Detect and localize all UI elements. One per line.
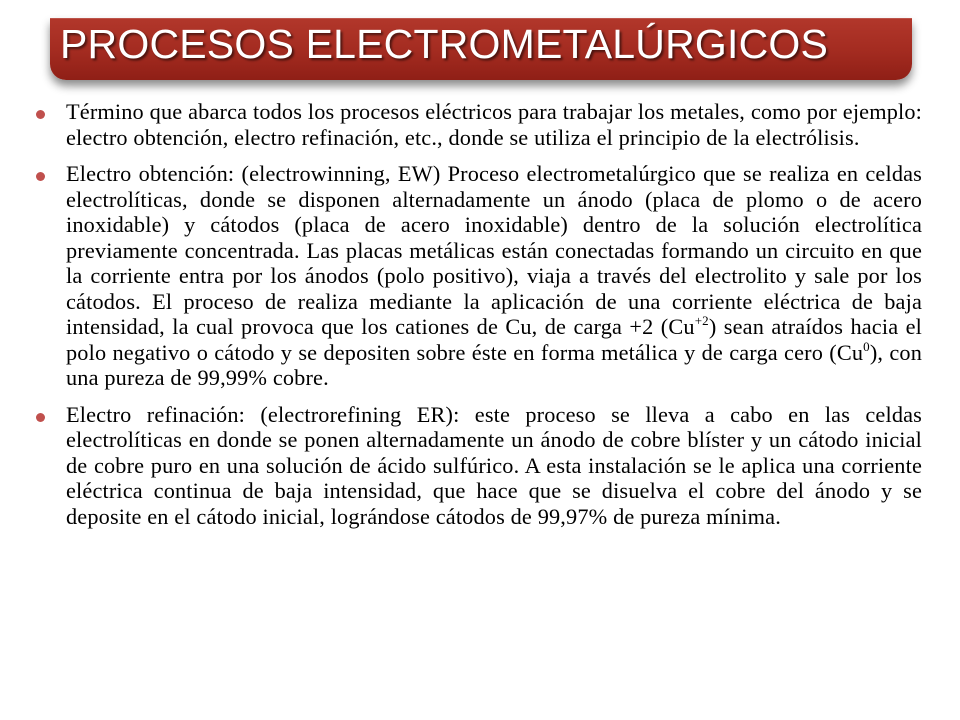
bullet-item-definition <box>34 99 922 150</box>
copper-ion-symbol: Cu <box>668 314 695 339</box>
electrowinning-text-part-3: ), con una pureza de 99,99% cobre. <box>66 339 922 390</box>
bullet-dot-icon <box>36 110 45 119</box>
bullet-item-electrowinning <box>34 161 922 391</box>
bullet-text-definition: Término que abarca todos los procesos eléctricos para trabajar los metales, como por ejemplo: electro obtención, electro refinación, etc., donde se utiliza el principio de la electrólisis. <box>66 99 922 150</box>
bullet-text-electrowinning <box>66 161 922 391</box>
bullet-dot-icon <box>36 413 45 422</box>
copper-metal-charge: 0 <box>863 338 870 354</box>
bullet-list <box>34 99 922 540</box>
bullet-item-electrorefining <box>34 402 922 530</box>
copper-ion-formula <box>668 314 708 339</box>
bullet-text-electrorefining: Electro refinación: (electrorefining ER): este proceso se lleva a cabo en las celdas electrolíticas en donde se ponen alternadamente un ánodo de cobre blíster y un cátodo inicial de cobre puro en una solución de ácido sulfúrico. A esta instalación se le aplica una corriente eléctrica continua de baja intensidad, que hace que se disuelva el cobre del ánodo y se deposite en el cátodo inicial, lográndose cátodos de 99,97% de pureza mínima. <box>66 401 922 529</box>
copper-metal-formula <box>837 340 870 365</box>
copper-metal-symbol: Cu <box>836 339 864 365</box>
slide-title: PROCESOS ELECTROMETALÚRGICOS <box>60 21 829 67</box>
copper-ion-charge: +2 <box>694 313 709 328</box>
electrowinning-text-part-1: Electro obtención: (electrowinning, EW) Proceso electrometalúrgico que se realiza en celdas electrolíticas, donde se disponen alternadamente un ánodo (placa de plomo o de acero inoxidable) y cátodos (placa de acero inoxidable) dentro de la solución electrolítica previamente concentrada. Las placas metálicas están conectadas formando un circuito en que la corriente entra por los ánodos (polo positivo), viaja a través del electrolito y sale por los cátodos. El proceso de realiza mediante la aplicación de una corriente eléctrica de baja intensidad, la cual provoca que los cationes de Cu, de carga +2 ( <box>66 161 922 339</box>
electrowinning-text-part-2: ) sean atraídos hacia el polo negativo o cátodo y se depositen sobre éste en forma metálica y de carga cero ( <box>66 314 922 365</box>
bullet-dot-icon <box>36 172 45 181</box>
